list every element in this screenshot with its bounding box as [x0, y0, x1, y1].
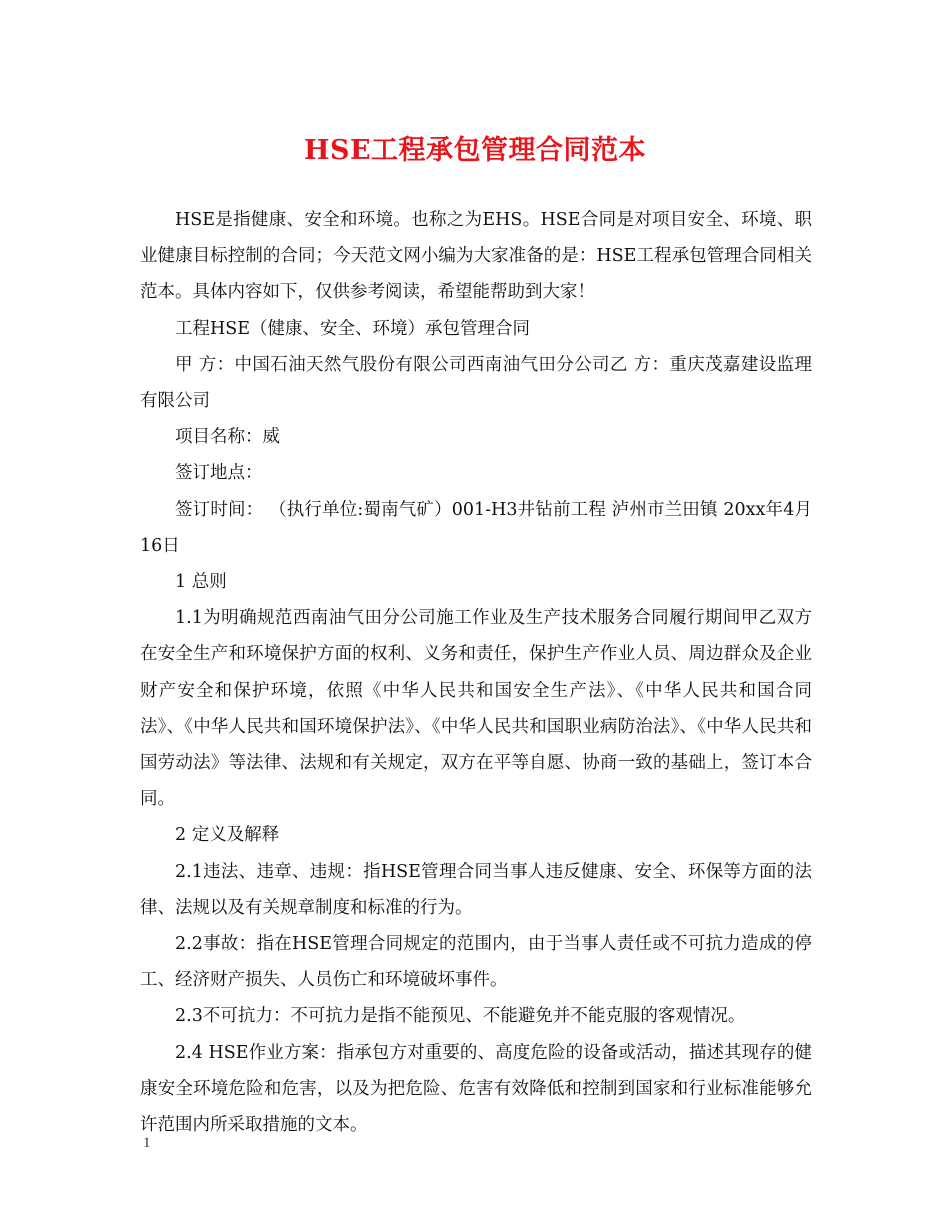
signing-time-paragraph: 签订时间： （执行单位:蜀南气矿）001-H3井钻前工程 泸州市兰田镇 20xx年4月16日	[140, 499, 812, 556]
signing-place-paragraph: 签订地点：	[175, 463, 263, 484]
clause-paragraph: 2.3不可抗力：不可抗力是指不能预见、不能避免并不能克服的客观情况。	[175, 1006, 746, 1027]
intro-paragraph: HSE是指健康、安全和环境。也称之为EHS。HSE合同是对项目安全、环境、职业健康目标控制的合同；今天范文网小编为大家准备的是：HSE工程承包管理合同相关范本。具体内容如下，仅供参考阅读，希望能帮助到大家！	[140, 210, 812, 303]
clause-paragraph: 2.4 HSE作业方案：指承包方对重要的、高度危险的设备或活动，描述其现存的健康安全环境危险和危害，以及为把危险、危害有效降低和控制到国家和行业标准能够允许范围内所采取措施的文本。	[140, 1042, 812, 1136]
project-name-paragraph: 项目名称：威	[175, 427, 280, 448]
clause-paragraph: 2.1违法、违章、违规：指HSE管理合同当事人违反健康、安全、环保等方面的法律、法规以及有关规章制度和标准的行为。	[140, 861, 812, 918]
section-heading: 1 总则	[175, 572, 227, 593]
parties-paragraph: 甲 方：中国石油天然气股份有限公司西南油气田分公司乙 方：重庆茂嘉建设监理有限公司	[140, 354, 812, 412]
clause-paragraph: 2.2事故：指在HSE管理合同规定的范围内，由于当事人责任或不可抗力造成的停工、经济财产损失、人员伤亡和环境破坏事件。	[140, 934, 812, 991]
page-number: 1	[143, 1135, 151, 1151]
contract-heading: 工程HSE（健康、安全、环境）承包管理合同	[175, 318, 531, 339]
section-heading: 2 定义及解释	[175, 825, 280, 846]
document-body	[140, 202, 812, 1143]
document-title: HSE工程承包管理合同范本	[303, 135, 647, 166]
clause-paragraph: 1.1为明确规范西南油气田分公司施工作业及生产技术服务合同履行期间甲乙双方在安全生产和环境保护方面的权利、义务和责任，保护生产作业人员、周边群众及企业财产安全和保护环境，依照《中华人民共和国安全生产法》、《中华人民共和国合同法》、《中华人民共和国环境保护法》、《中华人民共和国职业病防治法》、《中华人民共和国劳动法》等法律、法规和有关规定，双方在平等自愿、协商一致的基础上，签订本合同。	[140, 608, 812, 810]
